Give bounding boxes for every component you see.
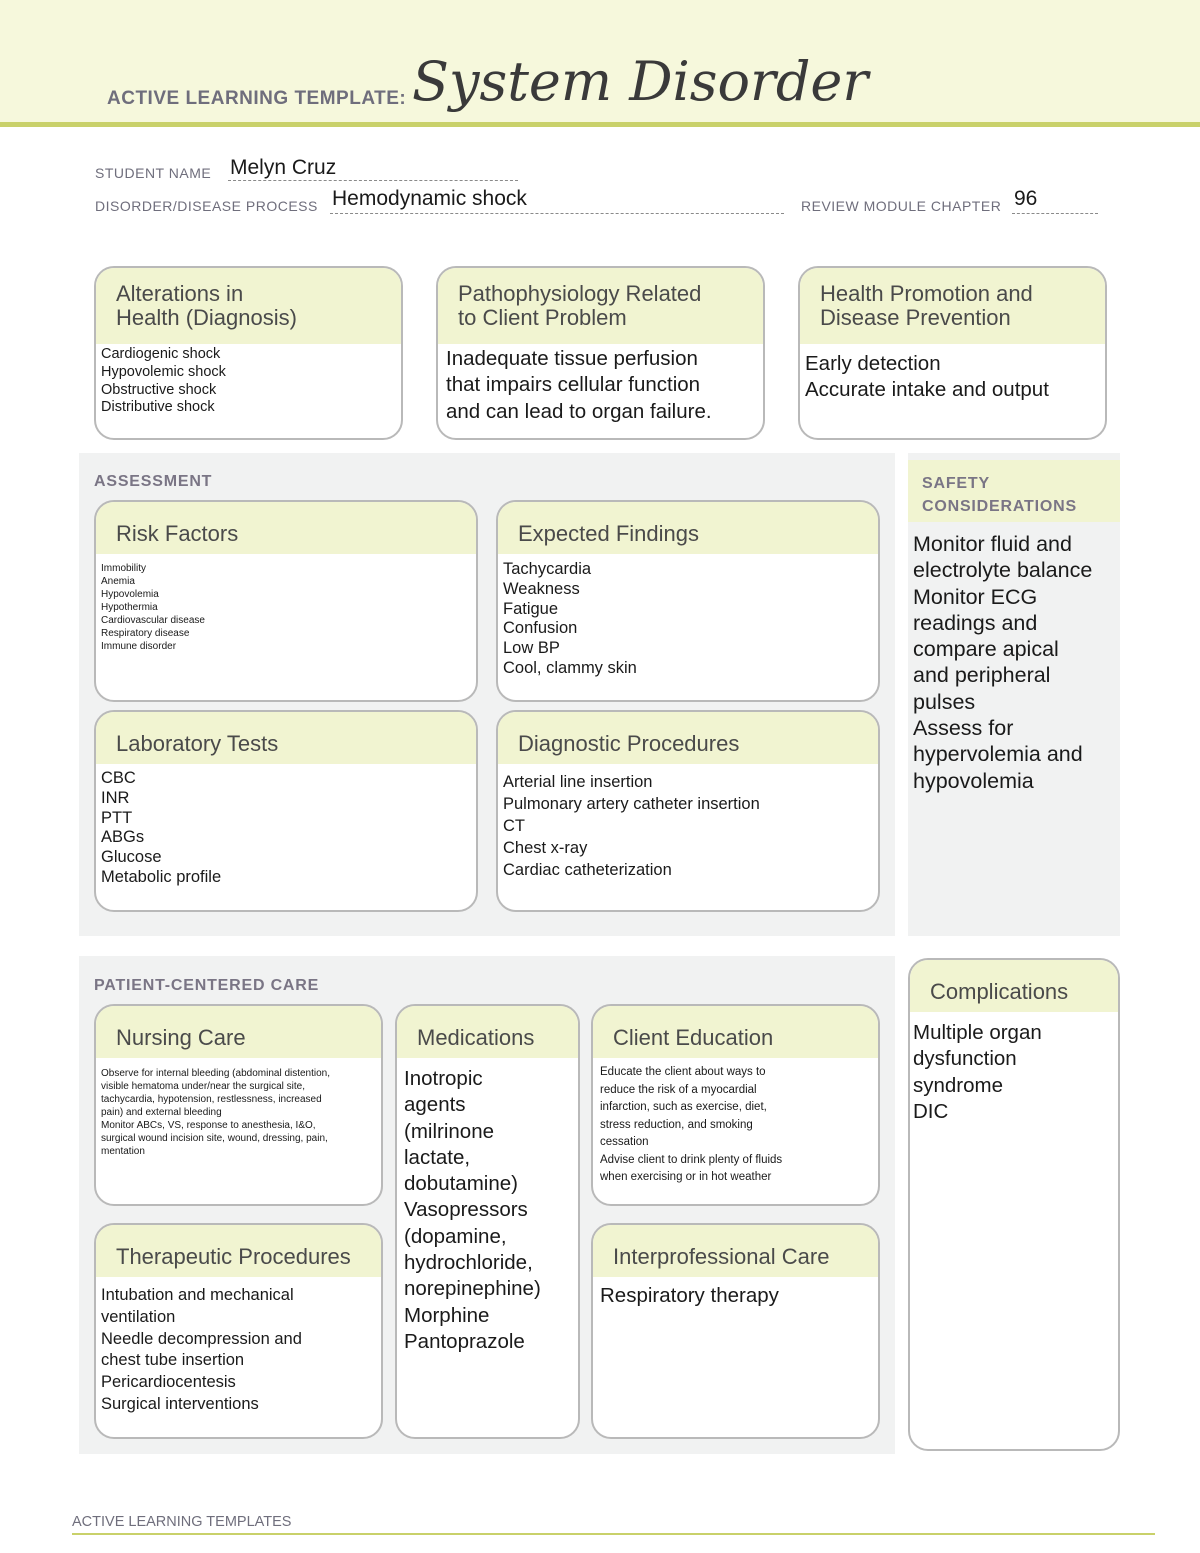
therapeutic-procedures-title: Therapeutic Procedures bbox=[96, 1225, 381, 1277]
laboratory-tests-card bbox=[94, 710, 478, 912]
client-education-text[interactable]: Educate the client about ways to reduce the risk of a myocardial infarction, such as exercise, diet, stress reduction, and smoking cessation Advise client to drink plenty of fluids when exercising or in hot weather bbox=[600, 1066, 783, 1183]
risk-factors-text[interactable]: Immobility Anemia Hypovolemia Hypothermia Cardiovascular disease Respiratory disease Immune disorder bbox=[101, 563, 205, 652]
student-name-line bbox=[228, 180, 518, 181]
safety-text[interactable]: Monitor fluid and electrolyte balance Monitor ECG readings and compare apical and peripheral pulses Assess for hypervolemia and hypovolemia bbox=[913, 532, 1093, 793]
nursing-care-title: Nursing Care bbox=[96, 1006, 381, 1058]
chapter-line bbox=[1012, 213, 1098, 214]
alterations-card bbox=[94, 266, 403, 440]
safety-label: SAFETY CONSIDERATIONS bbox=[922, 475, 1077, 515]
laboratory-tests-text[interactable]: CBC INR PTT ABGs Glucose Metabolic profile bbox=[101, 769, 222, 886]
expected-findings-title: Expected Findings bbox=[498, 502, 878, 554]
health-promotion-card bbox=[798, 266, 1107, 440]
risk-factors-card bbox=[94, 500, 478, 702]
expected-findings-text[interactable]: Tachycardia Weakness Fatigue Confusion Low BP Cool, clammy skin bbox=[503, 560, 637, 677]
risk-factors-title: Risk Factors bbox=[96, 502, 476, 554]
chapter-field[interactable]: 96 bbox=[1014, 187, 1038, 210]
health-promotion-title: Health Promotion and Disease Prevention bbox=[800, 268, 1105, 344]
diagnostic-procedures-card bbox=[496, 710, 880, 912]
student-name-field[interactable]: Melyn Cruz bbox=[230, 156, 337, 179]
pathophysiology-card bbox=[436, 266, 765, 440]
header-rule bbox=[0, 122, 1200, 127]
laboratory-tests-title: Laboratory Tests bbox=[96, 712, 476, 764]
interprofessional-care-card bbox=[591, 1223, 880, 1439]
student-name-label: STUDENT NAME bbox=[95, 165, 212, 181]
footer-text: ACTIVE LEARNING TEMPLATES bbox=[72, 1514, 292, 1530]
medications-title: Medications bbox=[397, 1006, 578, 1058]
client-education-card bbox=[591, 1004, 880, 1206]
therapeutic-procedures-text[interactable]: Intubation and mechanical ventilation Needle decompression and chest tube insertion Pericardiocentesis Surgical interventions bbox=[101, 1286, 302, 1413]
complications-text[interactable]: Multiple organ dysfunction syndrome DIC bbox=[913, 1021, 1042, 1123]
alterations-text[interactable]: Cardiogenic shock Hypovolemic shock Obstructive shock Distributive shock bbox=[101, 346, 226, 416]
health-promotion-text[interactable]: Early detection Accurate intake and output bbox=[805, 352, 1049, 402]
assessment-label: ASSESSMENT bbox=[94, 473, 213, 490]
nursing-care-card bbox=[94, 1004, 383, 1206]
pathophysiology-title: Pathophysiology Related to Client Problem bbox=[438, 268, 763, 344]
complications-title: Complications bbox=[910, 960, 1118, 1012]
disorder-label: DISORDER/DISEASE PROCESS bbox=[95, 198, 318, 214]
disorder-line bbox=[330, 213, 784, 214]
client-education-title: Client Education bbox=[593, 1006, 878, 1058]
disorder-field[interactable]: Hemodynamic shock bbox=[332, 187, 527, 210]
interprofessional-care-text[interactable]: Respiratory therapy bbox=[600, 1284, 779, 1307]
patient-centered-care-label: PATIENT-CENTERED CARE bbox=[94, 977, 320, 994]
footer-rule bbox=[72, 1533, 1155, 1535]
medications-text[interactable]: Inotropic agents (milrinone lactate, dobutamine) Vasopressors (dopamine, hydrochloride, norepinephine) Morphine Pantoprazole bbox=[404, 1067, 541, 1353]
complications-card bbox=[908, 958, 1120, 1451]
interprofessional-care-title: Interprofessional Care bbox=[593, 1225, 878, 1277]
diagnostic-procedures-title: Diagnostic Procedures bbox=[498, 712, 878, 764]
chapter-label: REVIEW MODULE CHAPTER bbox=[801, 198, 1002, 214]
nursing-care-text[interactable]: Observe for internal bleeding (abdominal distention, visible hematoma under/near the surgical site, tachycardia, hypotension, restlessness, increased pain) and external bleeding Monitor ABCs, VS, response to anesthesia, I&O, surgical wound incision site, wound, dressing, pain, mentation bbox=[101, 1068, 331, 1157]
pathophysiology-text[interactable]: Inadequate tissue perfusion that impairs cellular function and can lead to organ failure. bbox=[446, 347, 712, 423]
diagnostic-procedures-text[interactable]: Arterial line insertion Pulmonary artery catheter insertion CT Chest x-ray Cardiac catheterization bbox=[503, 773, 760, 879]
page-title: System Disorder bbox=[412, 50, 869, 113]
alterations-title: Alterations in Health (Diagnosis) bbox=[96, 268, 401, 344]
therapeutic-procedures-card bbox=[94, 1223, 383, 1439]
medications-card bbox=[395, 1004, 580, 1439]
expected-findings-card bbox=[496, 500, 880, 702]
template-brand: ACTIVE LEARNING TEMPLATE: bbox=[107, 88, 407, 109]
